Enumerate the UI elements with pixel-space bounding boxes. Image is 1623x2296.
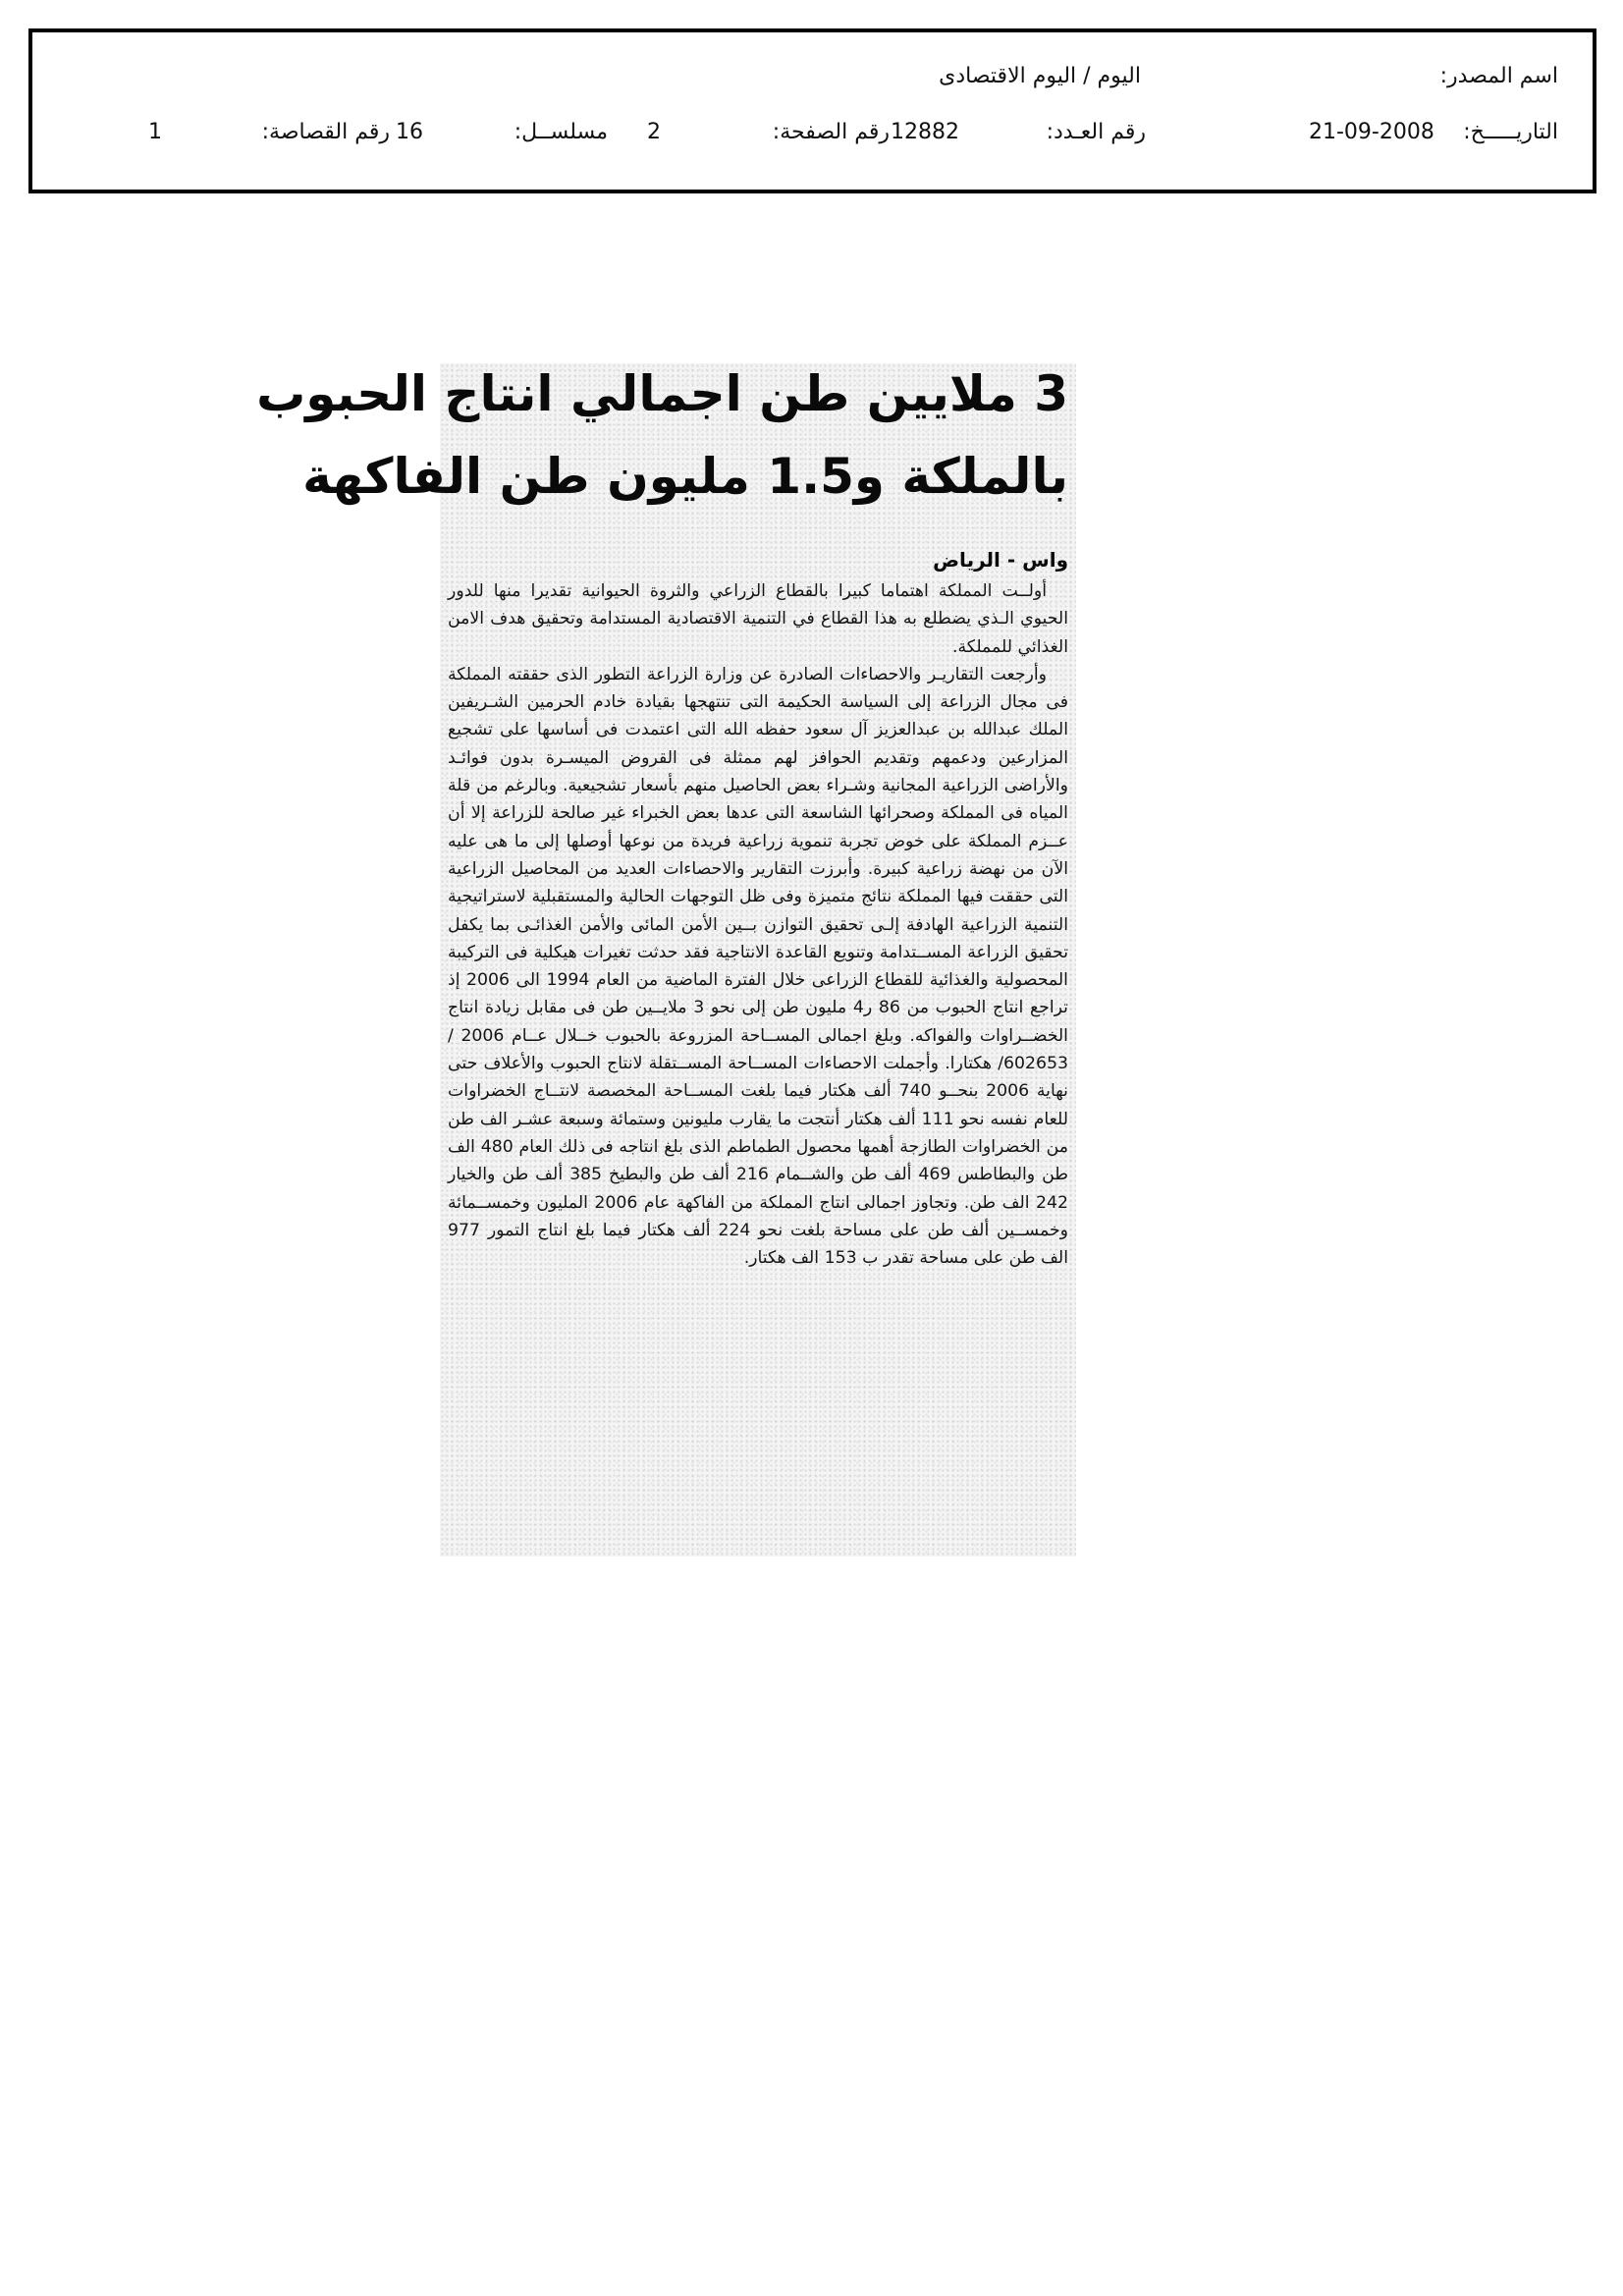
serial-value: 16 (396, 120, 423, 144)
serial-label: مسلســل: (514, 120, 608, 144)
date-label: التاريـــــخ: (1463, 120, 1558, 144)
article-paragraph-2: وأرجعت التقاريـر والاحصاءات الصادرة عن وزارة الزراعة التطور الذى حققته المملكة فى مجال الزراعة إلى السياسة الحكيمة التى تنتهجها بقيادة خادم الحرمين الشـريفين الملك عبدالله بن عبدالعزيز آل سعود حفظه الله التى اعتمدت فى أساسها على تشجيع المزارعين ودعمهم وتقديم الحوافز لهم ممثلة فى القروض الميسـرة بدون فوائـد والأراضى الزراعية المجانية وشـراء بعض الحاصيل منهم بأسعار تشجيعية. وبالرغم من قلة المياه فى المملكة وصحرائها الشاسعة التى عدها بعض الخبراء غير صالحة للزراعة إلا أن عــزم المملكة على خوض تجربة تنموية زراعية فريدة من نوعها أوصلها إلى ما هى عليه الآن من نهضة زراعية كبيرة. وأبرزت التقارير والاحصاءات العديد من المحاصيل الزراعية التى حققت فيها المملكة نتائج متميزة وفى ظل التوجهات الحالية والمستقبلية لاستراتيجية التنمية الزراعية الهادفة إلـى تحقيق التوازن بــين الأمن المائى والأمن الغذائـى بما يكفل تحقيق الزراعة المســتدامة وتنويع القاعدة الانتاجية فقد حدثت تغيرات هيكلية فى التركيبة المحصولية والغذائية للقطاع الزراعى خلال الفترة الماضية من العام 1994 الى 2006 إذ تراجع انتاج الحبوب من 86 ر4 مليون طن إلى نحو 3 ملايــين طن فى مقابل زيادة انتاج الخضــراوات والفواكه. وبلغ اجمالى المســاحة المزروعة بالحبوب خــلال عــام 2006 / 602653/ هكتارا. وأجملت الاحصاءات المســاحة المســتقلة لانتاج الحبوب والأعلاف حتى نهاية 2006 بنحــو 740 ألف هكتار فيما بلغت المســاحة المخصصة لانتــاج الخضراوات للعام نفسه نحو 111 ألف هكتار أنتجت ما يقارب مليونين وستمائة وسبعة عشـر الف طن من الخضراوات الطازجة أهمها محصول الطماطم الذى بلغ انتاجه فى ذلك العام 480 الف طن والبطاطس 469 ألف طن والشــمام 216 ألف طن والبطيخ 385 ألف طن والخيار 242 الف طن. وتجاوز اجمالى انتاج المملكة من الفاكهة عام 2006 المليون وخمســمائة وخمســين ألف طن على مساحة بلغت نحو 224 ألف هكتار فيما بلغ انتاج التمور 977 الف طن على مساحة تقدر ب 153 الف هكتار. (448, 664, 1068, 1269)
clipping-number-value: 1 (148, 120, 162, 144)
clipping-number-label: رقم القصاصة: (261, 120, 390, 144)
issue-value: 12882 (891, 120, 959, 144)
page-label: رقم الصفحة: (772, 120, 890, 144)
source-label: اسم المصدر: (1439, 64, 1558, 88)
source-value: اليوم / اليوم الاقتصادى (939, 64, 1141, 88)
article-dateline: واس - الرياض (933, 548, 1068, 572)
article-paragraph-1: أولــت المملكة اهتماما كبيرا بالقطاع الزراعي والثروة الحيوانية تقديرا منها للدور الحيوي الـذي يضطلع به هذا القطاع في التنمية الاقتصادية المستدامة وتحقيق هدف الامن الغذائي للمملكة. (448, 581, 1068, 657)
headline-line-2: بالملكة و1.5 مليون طن الفاكهة (302, 448, 1068, 505)
issue-label: رقم العـدد: (1046, 120, 1146, 144)
article-body (448, 577, 1068, 1272)
date-value: 21-09-2008 (1309, 120, 1434, 144)
clipping-info-box (28, 28, 1596, 193)
newspaper-clipping (256, 363, 1076, 1557)
page-value: 2 (647, 120, 661, 144)
headline-line-1: 3 ملايين طن اجمالي انتاج الحبوب (256, 365, 1068, 422)
